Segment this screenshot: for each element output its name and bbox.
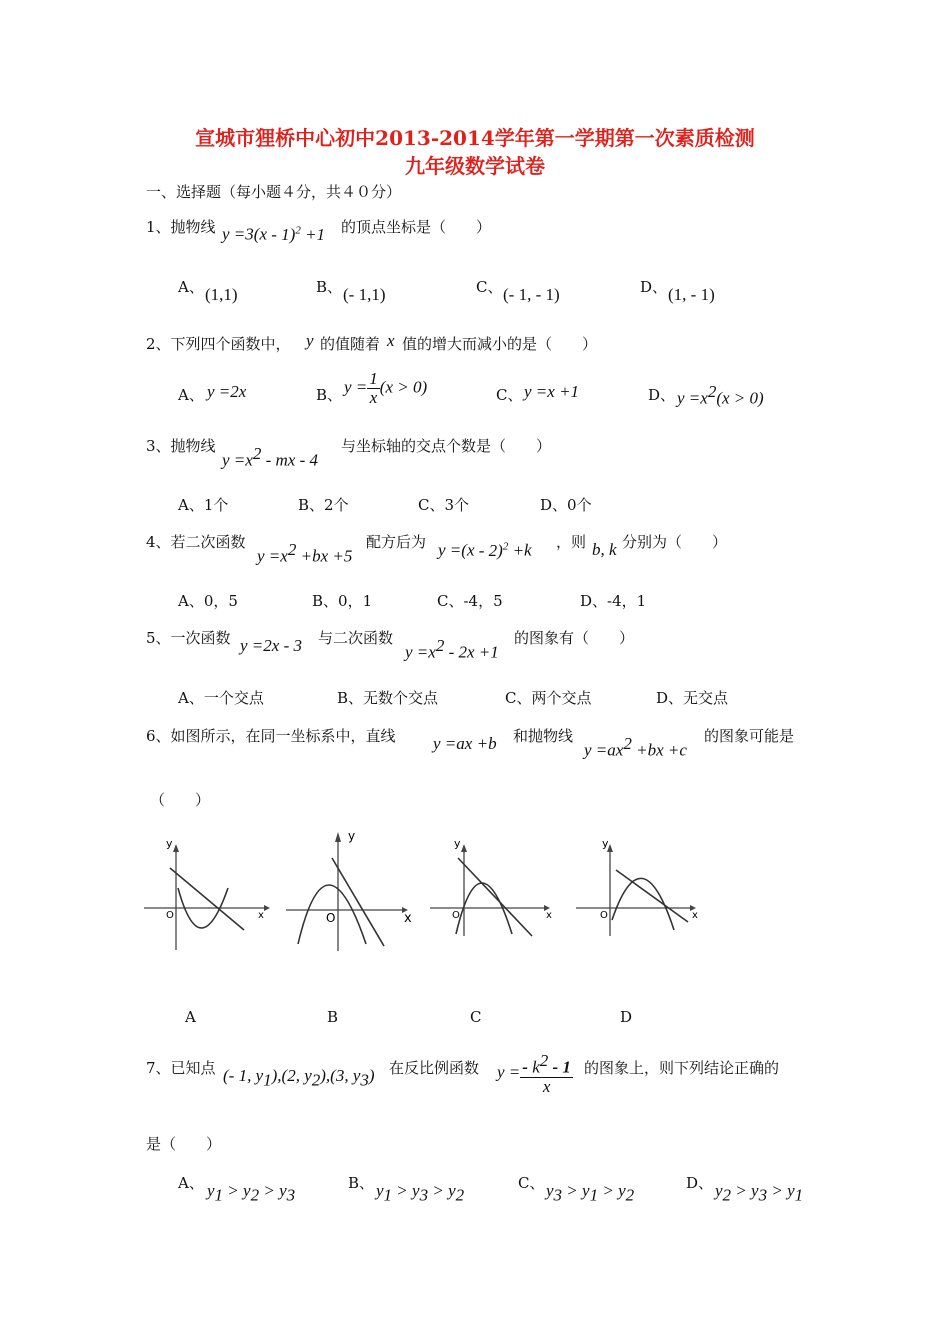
q2-mid: 的值随着 bbox=[320, 335, 381, 353]
q4-option-b: B、0，1 bbox=[312, 592, 373, 610]
q2-option-a-label: A、 bbox=[178, 386, 204, 404]
q4-prefix: 4、若二次函数 bbox=[146, 533, 246, 551]
q4-vars: b, k bbox=[592, 540, 617, 559]
q4-expr2: y =(x - 2)$^2$ +k bbox=[438, 540, 532, 560]
q7-option-b: $y_1 > y_3 > y_2$ bbox=[376, 1181, 465, 1205]
q2-option-d: $y =x^2(x > 0)$ bbox=[677, 382, 764, 408]
q3-prefix: 3、抛物线 bbox=[146, 437, 216, 455]
q2-option-d-label: D、 bbox=[648, 386, 676, 404]
q4-option-d: D、-4，1 bbox=[580, 592, 647, 610]
graph-a-origin-label: O bbox=[166, 910, 174, 921]
q5-option-b: B、无数个交点 bbox=[337, 689, 439, 707]
q4-option-a: A、0，5 bbox=[178, 592, 238, 610]
q5-option-a: A、一个交点 bbox=[178, 689, 264, 707]
q1-option-c-label: C、 bbox=[476, 278, 503, 296]
q1-option-a-label: A、 bbox=[178, 278, 204, 296]
q3-option-d: D、0个 bbox=[540, 496, 592, 514]
graph-c-axis-x-label: x bbox=[546, 910, 552, 921]
q5-expr2: $y =x^2 - 2x +1$ bbox=[405, 636, 499, 662]
q6-blank: （ ） bbox=[150, 791, 211, 809]
graph-b-axis-x-label: x bbox=[404, 911, 412, 926]
graph-d-label: D bbox=[620, 1008, 633, 1026]
graph-b-origin-label: O bbox=[326, 911, 336, 925]
q2-option-c: y =x +1 bbox=[524, 382, 580, 401]
graph-c-origin-label: O bbox=[452, 910, 460, 921]
q4-option-c: C、-4，5 bbox=[437, 592, 503, 610]
q5-option-d: D、无交点 bbox=[656, 689, 729, 707]
q1-option-c: (- 1, - 1) bbox=[503, 285, 560, 304]
q7-line2: 是（ ） bbox=[146, 1135, 222, 1153]
q6-mid: 和抛物线 bbox=[513, 727, 574, 745]
q4-mid2: ，则 bbox=[556, 533, 587, 551]
q3-option-a: A、1个 bbox=[178, 496, 229, 514]
q2-suffix: 值的增大而减小的是（ ） bbox=[402, 335, 598, 353]
q2-var-y: y bbox=[306, 331, 314, 350]
q1-option-d: (1, - 1) bbox=[668, 285, 715, 304]
q7-option-b-label: B、 bbox=[348, 1174, 375, 1192]
q5-suffix: 的图象有（ ） bbox=[514, 629, 635, 647]
q7-prefix: 7、已知点 bbox=[146, 1059, 216, 1077]
exam-title-line1: 宣城市狸桥中心初中2013-2014学年第一学期第一次素质检测 bbox=[195, 126, 755, 150]
q2-option-a: y =2x bbox=[207, 382, 247, 401]
graph-d-axis-y-label: y bbox=[602, 838, 609, 850]
graph-d-axis-x-label: x bbox=[692, 910, 698, 921]
graph-a bbox=[140, 838, 270, 953]
q5-option-c: C、两个交点 bbox=[505, 689, 592, 707]
q3-option-c: C、3个 bbox=[418, 496, 470, 514]
q6-suffix: 的图象可能是 bbox=[704, 727, 795, 745]
q2-option-c-label: C、 bbox=[496, 386, 523, 404]
graph-d bbox=[574, 838, 704, 938]
graph-c-axis-y-label: y bbox=[454, 838, 461, 850]
q1-option-b-label: B、 bbox=[316, 278, 343, 296]
q7-option-c-label: C、 bbox=[518, 1174, 545, 1192]
q7-option-a-label: A、 bbox=[178, 1174, 204, 1192]
q6-expr1: y =ax +b bbox=[433, 734, 497, 753]
q1-option-a: (1,1) bbox=[205, 285, 238, 304]
q3-suffix: 与坐标轴的交点个数是（ ） bbox=[341, 437, 552, 455]
q2-var-x: x bbox=[387, 331, 395, 350]
q3-expr: $y =x^2$ - mx - 4 bbox=[222, 444, 318, 470]
q7-suffix: 的图象上，则下列结论正确的 bbox=[584, 1059, 780, 1077]
q2-option-b: y = $\frac{1}{x}$ (x > 0) bbox=[344, 369, 428, 407]
q1-option-d-label: D、 bbox=[640, 278, 668, 296]
graph-b-label: B bbox=[327, 1008, 339, 1026]
q2-option-b-label: B、 bbox=[316, 386, 343, 404]
graph-b bbox=[284, 826, 424, 956]
q5-prefix: 5、一次函数 bbox=[146, 629, 231, 647]
q1-expr: y =3(x - 1)$^2$ +1 bbox=[222, 224, 326, 244]
graph-a-axis-y-label: y bbox=[166, 838, 173, 850]
q7-expr: y = $\frac{- k^2 - 1}{x}$ bbox=[497, 1051, 571, 1096]
q7-mid: 在反比例函数 bbox=[389, 1059, 480, 1077]
q1-suffix: 的顶点坐标是（ ） bbox=[341, 218, 492, 236]
q5-expr1: y =2x - 3 bbox=[240, 636, 302, 655]
graph-c-label: C bbox=[470, 1008, 482, 1026]
graph-a-label: A bbox=[185, 1008, 196, 1026]
graph-a-axis-x-label: x bbox=[258, 910, 264, 921]
q7-points: (- 1, $y_1),(2$, $y_2),(3$, $y_3$) bbox=[223, 1066, 375, 1090]
q7-option-c: $y_3 > y_1 > y_2$ bbox=[546, 1181, 635, 1205]
q3-option-b: B、2个 bbox=[298, 496, 349, 514]
graph-b-axis-y-label: y bbox=[348, 829, 356, 843]
q6-prefix: 6、如图所示，在同一坐标系中，直线 bbox=[146, 727, 396, 745]
q6-expr2: $y =ax^2 +bx +c$ bbox=[584, 734, 687, 760]
q2-prefix: 2、下列四个函数中， bbox=[146, 335, 291, 353]
q4-expr1: $y =x^2 +bx +5$ bbox=[257, 540, 353, 566]
q4-mid: 配方后为 bbox=[366, 533, 427, 551]
section-heading: 一、选择题（每小题４分，共４０分） bbox=[146, 183, 402, 201]
q7-option-d: $y_2 > y_3 > y_1$ bbox=[715, 1181, 804, 1205]
q4-suffix: 分别为（ ） bbox=[622, 533, 728, 551]
q7-option-d-label: D、 bbox=[686, 1174, 714, 1192]
graph-c bbox=[428, 838, 558, 938]
q5-mid: 与二次函数 bbox=[318, 629, 394, 647]
q1-option-b: (- 1,1) bbox=[343, 285, 386, 304]
graph-d-origin-label: O bbox=[600, 910, 608, 921]
q7-option-a: $y_1 > y_2 > y_3$ bbox=[207, 1181, 296, 1205]
q1-prefix: 1、抛物线 bbox=[146, 218, 216, 236]
exam-title-line2: 九年级数学试卷 bbox=[405, 154, 545, 178]
